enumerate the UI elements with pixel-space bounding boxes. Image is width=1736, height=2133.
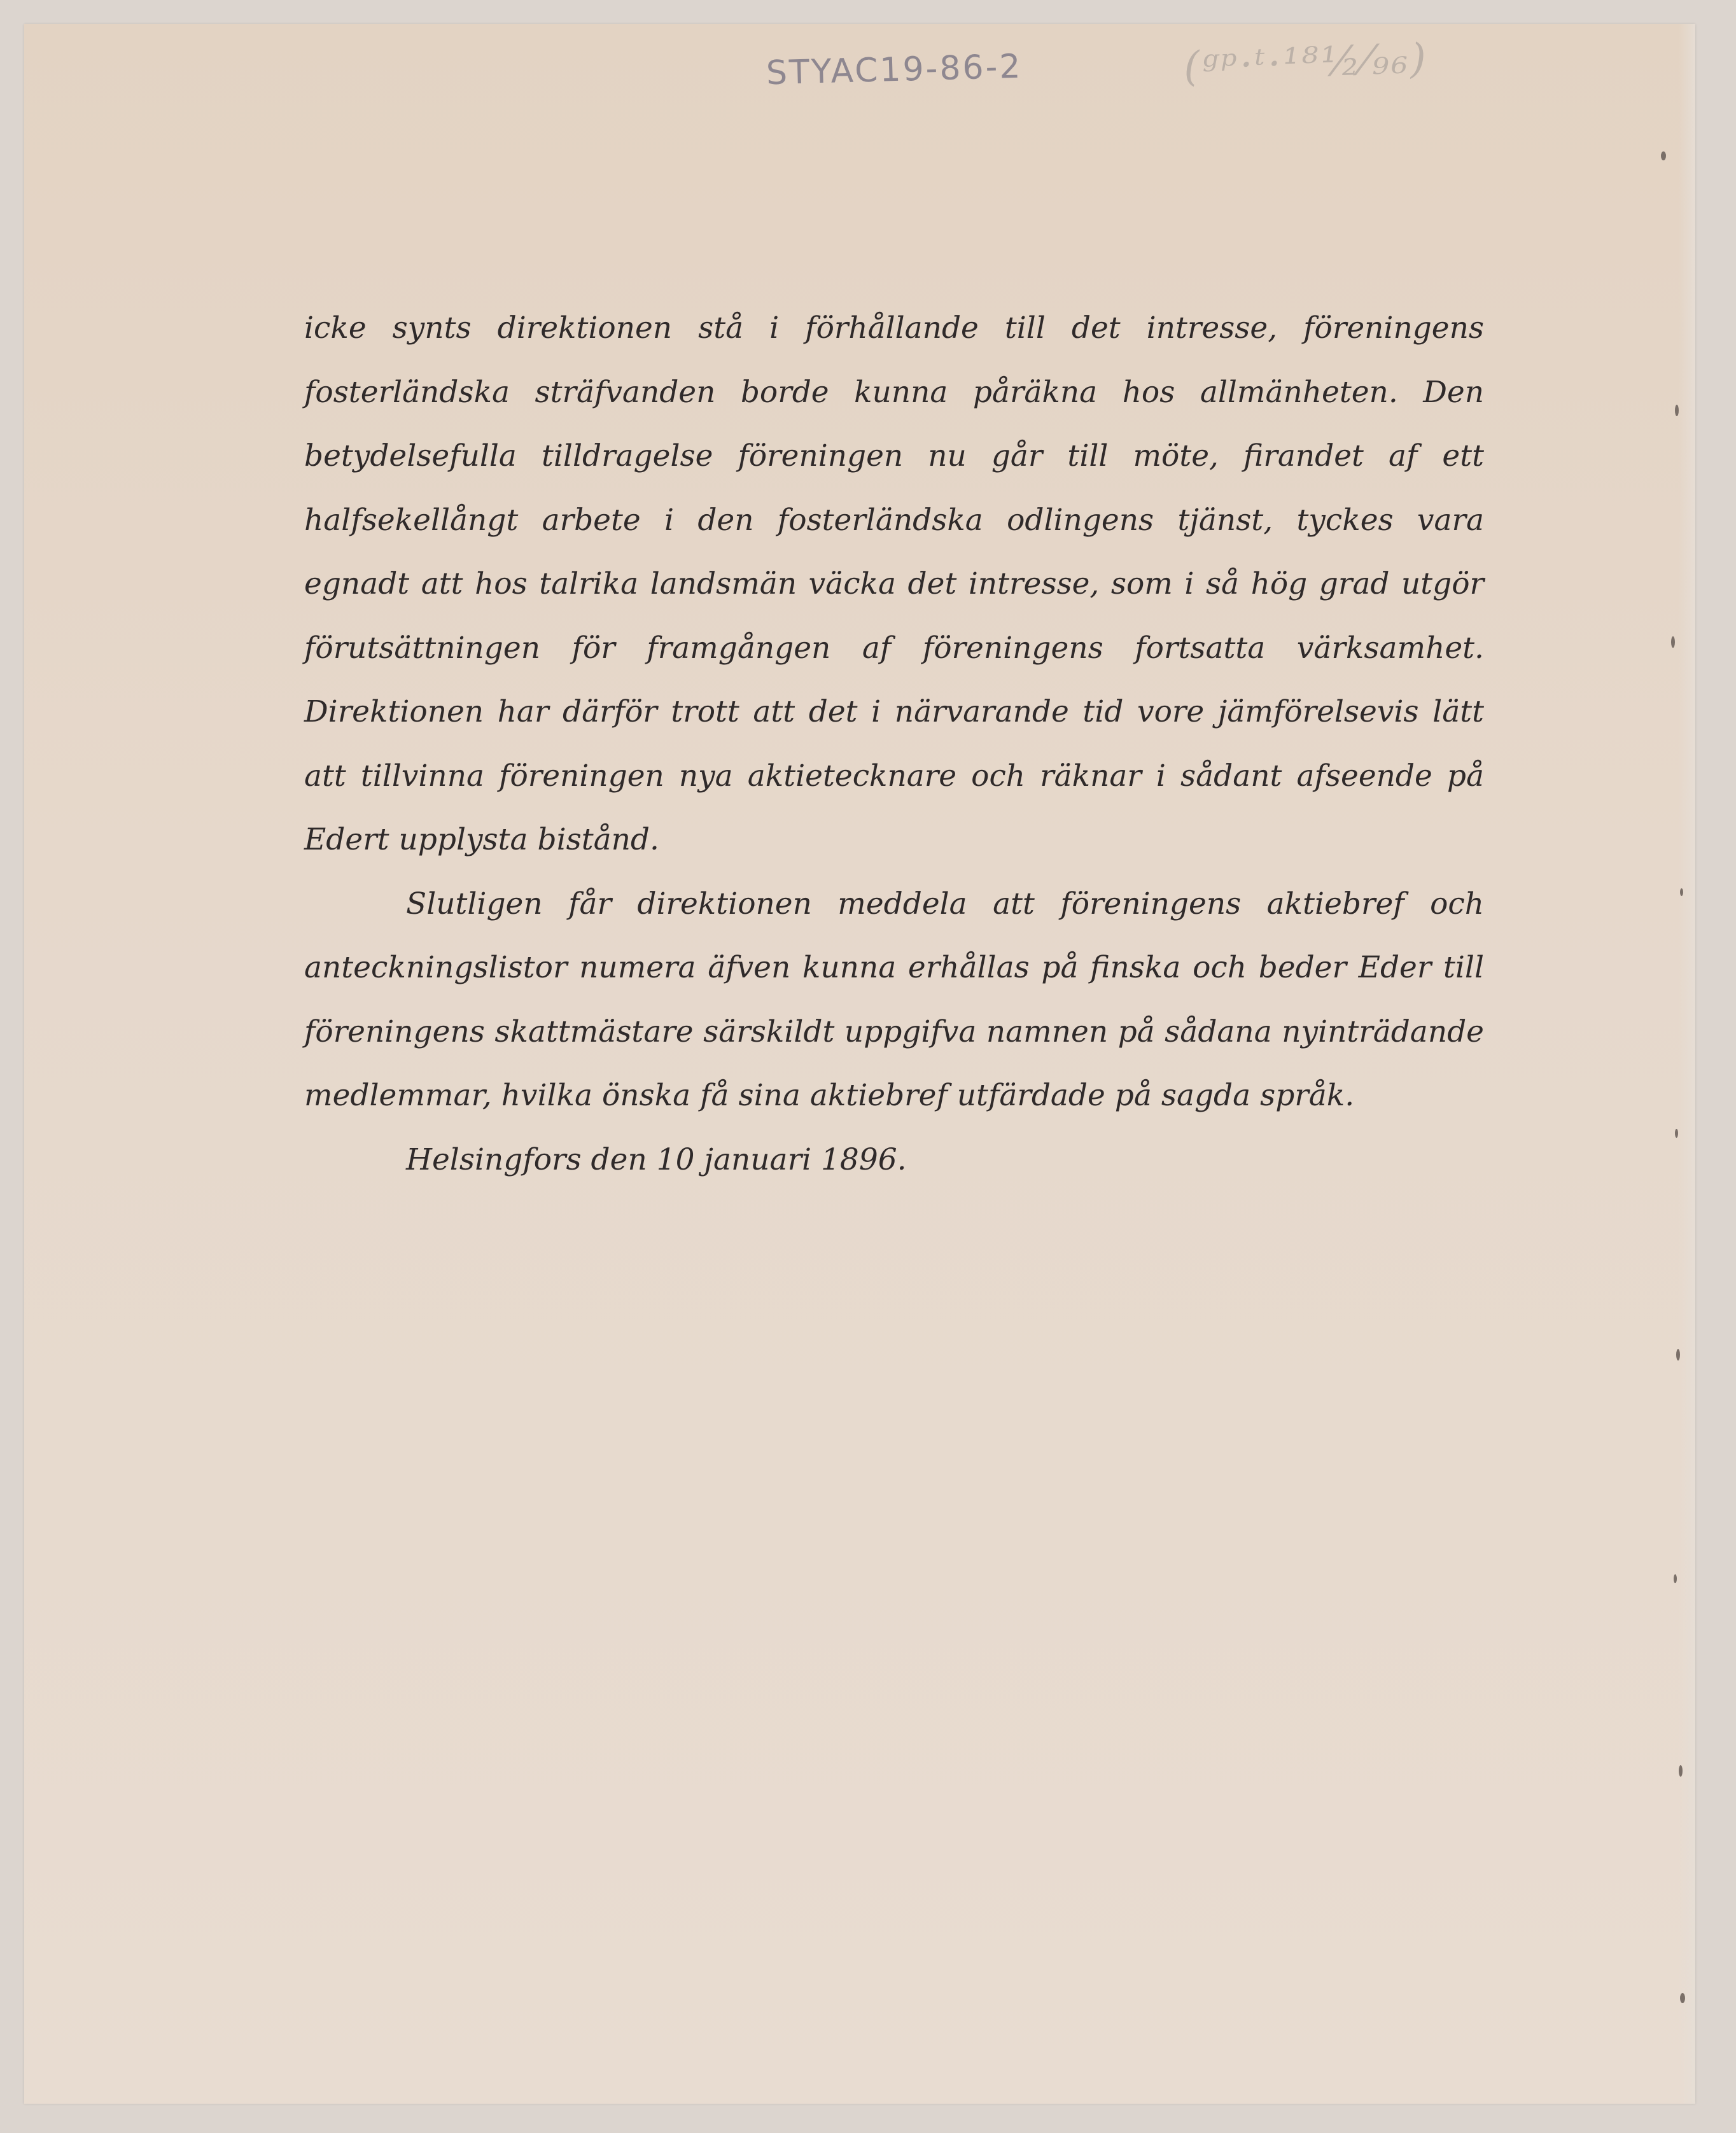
paper-speck xyxy=(1680,1993,1685,2003)
archive-reference: STYAC19-86-2 xyxy=(766,47,1023,93)
paragraph-2: Slutligen får direktionen meddela att föreningens aktiebref och anteckningslistor numera äfven kunna erhållas på finska och beder Eder till föreningens skattmästare särskildt uppgifva namnen på sådana nyinträdande medlemmar, hvilka önska få sina aktiebref utfärdade på sagda språk. xyxy=(304,886,1484,1113)
paper-speck xyxy=(1680,888,1683,896)
paper-speck xyxy=(1676,1349,1680,1360)
paper-speck xyxy=(1671,636,1675,648)
paper-speck xyxy=(1661,151,1666,160)
pencil-annotation: (ᵍᵖ·ᵗ·¹⁸½⁄₉₆) xyxy=(1182,35,1430,91)
paper-right-edge xyxy=(1679,24,1695,2104)
paper-speck xyxy=(1675,1129,1678,1138)
paper-speck xyxy=(1675,405,1679,416)
letter-body xyxy=(304,297,1484,1192)
date-line: Helsingfors den 10 januari 1896. xyxy=(406,1142,907,1177)
paper-speck xyxy=(1679,1765,1683,1777)
paper-speck xyxy=(1674,1574,1677,1583)
paragraph-1: icke synts direktionen stå i förhållande till det intresse, föreningens fosterländska sträfvanden borde kunna påräkna hos allmänheten. Den betydelsefulla tilldragelse föreningen nu går till möte, firandet af ett halfsekellångt arbete i den fosterländska odlingens tjänst, tyckes vara egnadt att hos talrika landsmän väcka det intresse, som i så hög grad utgör förutsättningen för framgången af föreningens fortsatta värksamhet. Direktionen har därför trott att det i närvarande tid vore jämförelsevis lätt att tillvinna föreningen nya aktietecknare och räknar i sådant afseende på Edert upplysta bistånd. xyxy=(304,311,1484,857)
